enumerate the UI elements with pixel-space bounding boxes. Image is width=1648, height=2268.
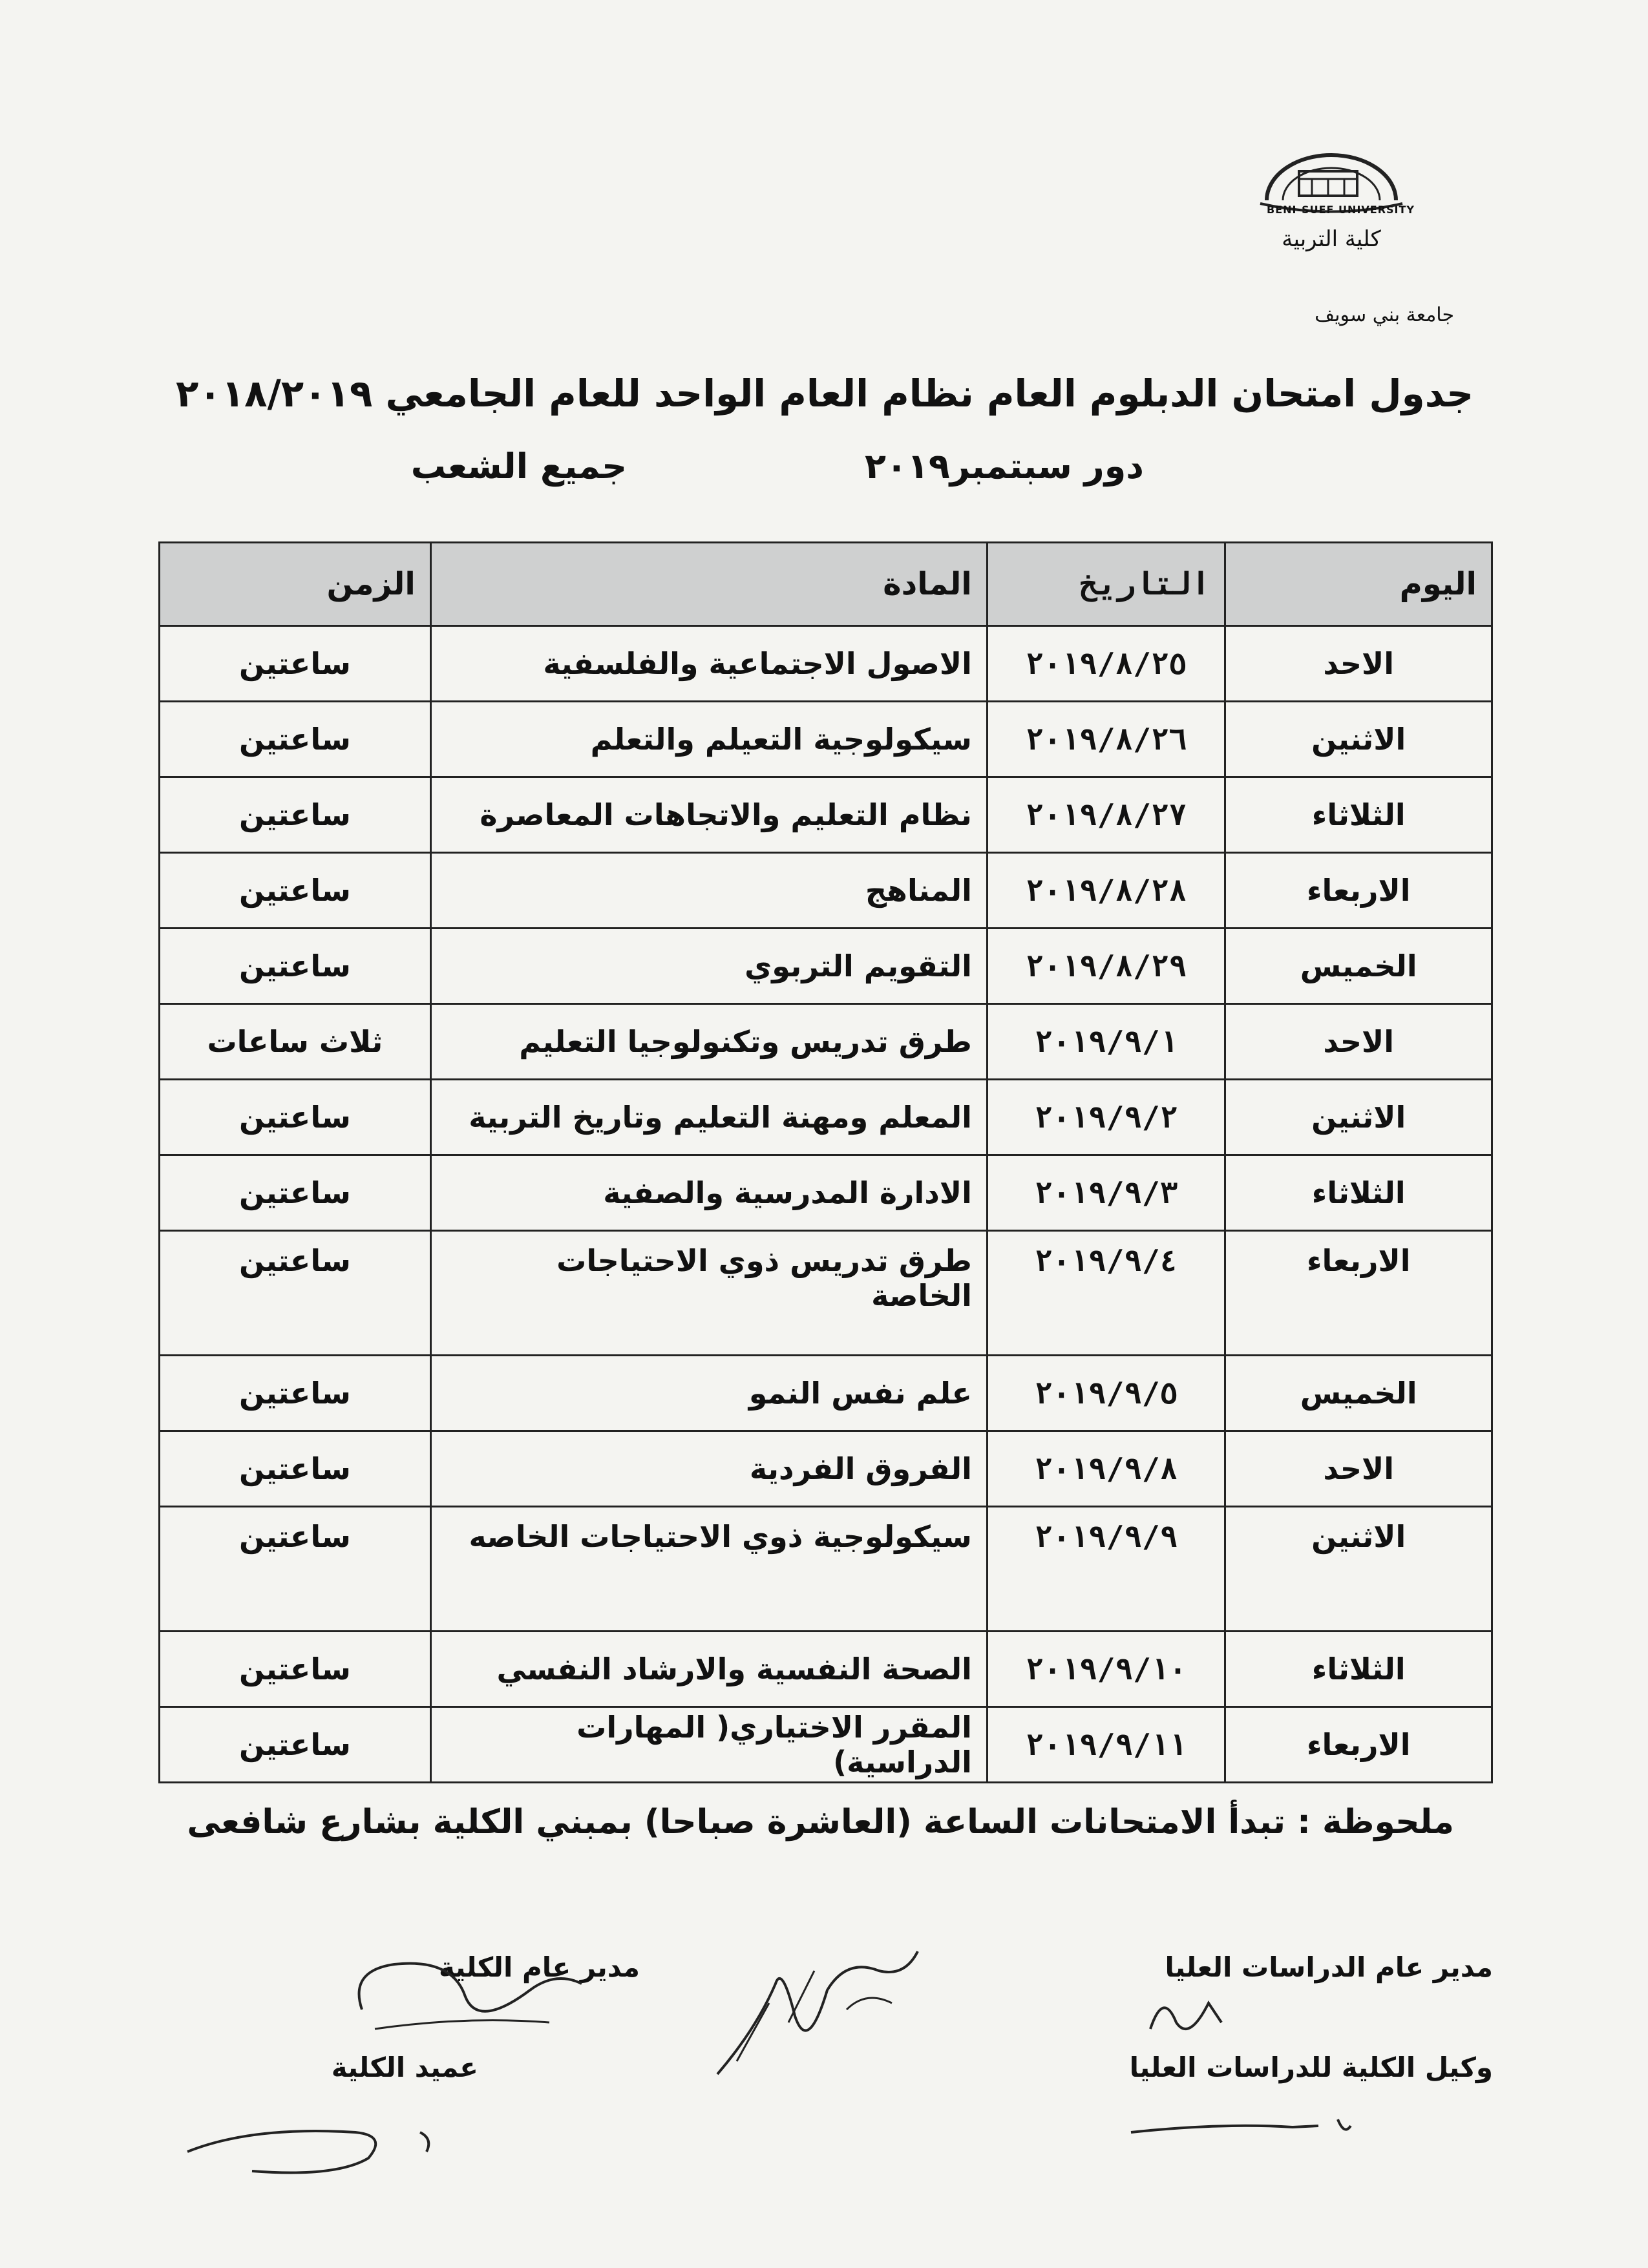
cell-date: ٢٠١٩/٨/٢٥ (987, 626, 1225, 702)
exam-session: دور سبتمبر٢٠١٩ (864, 446, 1144, 487)
logo-faculty-label: كلية التربية (1282, 226, 1381, 252)
exam-note: ملحوظة : تبدأ الامتحانات الساعة (العاشرة صباحا) بمبني الكلية بشارع شافعى (187, 1803, 1454, 1842)
table-row (160, 1431, 1492, 1507)
cell-time: ساعتين (160, 1155, 431, 1231)
table-row (160, 1507, 1492, 1632)
cell-date: ٢٠١٩/٨/٢٧ (987, 777, 1225, 853)
table-row (160, 1356, 1492, 1431)
cell-time: ساعتين (160, 929, 431, 1004)
table-row (160, 1231, 1492, 1356)
cell-date: ٢٠١٩/٩/٤ (987, 1231, 1225, 1356)
cell-subject: طرق تدريس وتكنولوجيا التعليم (430, 1004, 987, 1080)
cell-date: ٢٠١٩/٩/٢ (987, 1080, 1225, 1155)
signature-label-dean: عميد الكلية (331, 2052, 478, 2083)
table-row (160, 1155, 1492, 1231)
cell-subject: علم نفس النمو (430, 1356, 987, 1431)
cell-day: الاثنين (1225, 1080, 1492, 1155)
cell-subject: نظام التعليم والاتجاهات المعاصرة (430, 777, 987, 853)
cell-subject: الادارة المدرسية والصفية (430, 1155, 987, 1231)
header-date: التاريخ (987, 543, 1225, 626)
cell-day: الاربعاء (1225, 1231, 1492, 1356)
cell-day: الخميس (1225, 1356, 1492, 1431)
cell-subject: سيكولوجية ذوي الاحتياجات الخاصه (430, 1507, 987, 1632)
signature-label-faculty-director: مدير عام الكلية (438, 1951, 640, 1983)
table-row (160, 702, 1492, 777)
cell-date: ٢٠١٩/٨/٢٦ (987, 702, 1225, 777)
cell-date: ٢٠١٩/٩/١١ (987, 1707, 1225, 1783)
cell-subject: طرق تدريس ذوي الاحتياجات الخاصة (430, 1231, 987, 1356)
signature-scrawl-icon (336, 1932, 595, 2048)
table-row (160, 929, 1492, 1004)
signature-label-postgrad-director: مدير عام الدراسات العليا (1165, 1951, 1493, 1983)
exam-schedule-table (158, 541, 1493, 1783)
cell-subject: المقرر الاختياري( المهارات الدراسية) (430, 1707, 987, 1783)
university-logo (1221, 139, 1441, 268)
signature-scrawl-icon (1125, 2100, 1396, 2152)
cell-date: ٢٠١٩/٩/١ (987, 1004, 1225, 1080)
logo-university-en: BENI-SUEF UNIVERSITY (1267, 204, 1415, 216)
signature-label-vice-dean: وكيل الكلية للدراسات العليا (1129, 2052, 1493, 2083)
cell-time: ساعتين (160, 1356, 431, 1431)
cell-time: ساعتين (160, 1080, 431, 1155)
table-row (160, 1080, 1492, 1155)
signature-scrawl-icon (1137, 1977, 1241, 2048)
exam-sections: جميع الشعب (410, 446, 627, 487)
cell-time: ثلاث ساعات (160, 1004, 431, 1080)
table-row (160, 1632, 1492, 1707)
cell-time: ساعتين (160, 1231, 431, 1356)
cell-day: الخميس (1225, 929, 1492, 1004)
cell-date: ٢٠١٩/٨/٢٩ (987, 929, 1225, 1004)
cell-subject: الفروق الفردية (430, 1431, 987, 1507)
cell-date: ٢٠١٩/٩/٣ (987, 1155, 1225, 1231)
cell-day: الاربعاء (1225, 853, 1492, 929)
cell-time: ساعتين (160, 1507, 431, 1632)
table-row (160, 626, 1492, 702)
cell-date: ٢٠١٩/٨/٢٨ (987, 853, 1225, 929)
cell-day: الاربعاء (1225, 1707, 1492, 1783)
cell-time: ساعتين (160, 1431, 431, 1507)
cell-subject: المناهج (430, 853, 987, 929)
table-row (160, 853, 1492, 929)
signature-scrawl-icon (698, 1932, 931, 2100)
cell-day: الاثنين (1225, 1507, 1492, 1632)
cell-time: ساعتين (160, 626, 431, 702)
cell-subject: المعلم ومهنة التعليم وتاريخ التربية (430, 1080, 987, 1155)
cell-time: ساعتين (160, 777, 431, 853)
signature-scrawl-icon (174, 2100, 472, 2184)
cell-date: ٢٠١٩/٩/٩ (987, 1507, 1225, 1632)
cell-day: الثلاثاء (1225, 1632, 1492, 1707)
cell-time: ساعتين (160, 1707, 431, 1783)
cell-subject: التقويم التربوي (430, 929, 987, 1004)
cell-time: ساعتين (160, 853, 431, 929)
cell-day: الثلاثاء (1225, 777, 1492, 853)
cell-time: ساعتين (160, 1632, 431, 1707)
cell-date: ٢٠١٩/٩/٥ (987, 1356, 1225, 1431)
cell-subject: سيكولوجية التعيلم والتعلم (430, 702, 987, 777)
table-row (160, 777, 1492, 853)
table-row (160, 1707, 1492, 1783)
university-name: جامعة بني سويف (1315, 304, 1454, 326)
cell-time: ساعتين (160, 702, 431, 777)
cell-date: ٢٠١٩/٩/١٠ (987, 1632, 1225, 1707)
header-time: الزمن (160, 543, 431, 626)
table-row (160, 1004, 1492, 1080)
cell-subject: الاصول الاجتماعية والفلسفية (430, 626, 987, 702)
cell-subject: الصحة النفسية والارشاد النفسي (430, 1632, 987, 1707)
cell-day: الثلاثاء (1225, 1155, 1492, 1231)
table-header-row (160, 543, 1492, 626)
cell-day: الاحد (1225, 1431, 1492, 1507)
document-title: جدول امتحان الدبلوم العام نظام العام الواحد للعام الجامعي ٢٠١٨/٢٠١٩ (175, 372, 1474, 415)
cell-day: الاثنين (1225, 702, 1492, 777)
header-subject: المادة (430, 543, 987, 626)
cell-day: الاحد (1225, 1004, 1492, 1080)
cell-day: الاحد (1225, 626, 1492, 702)
cell-date: ٢٠١٩/٩/٨ (987, 1431, 1225, 1507)
header-day: اليوم (1225, 543, 1492, 626)
